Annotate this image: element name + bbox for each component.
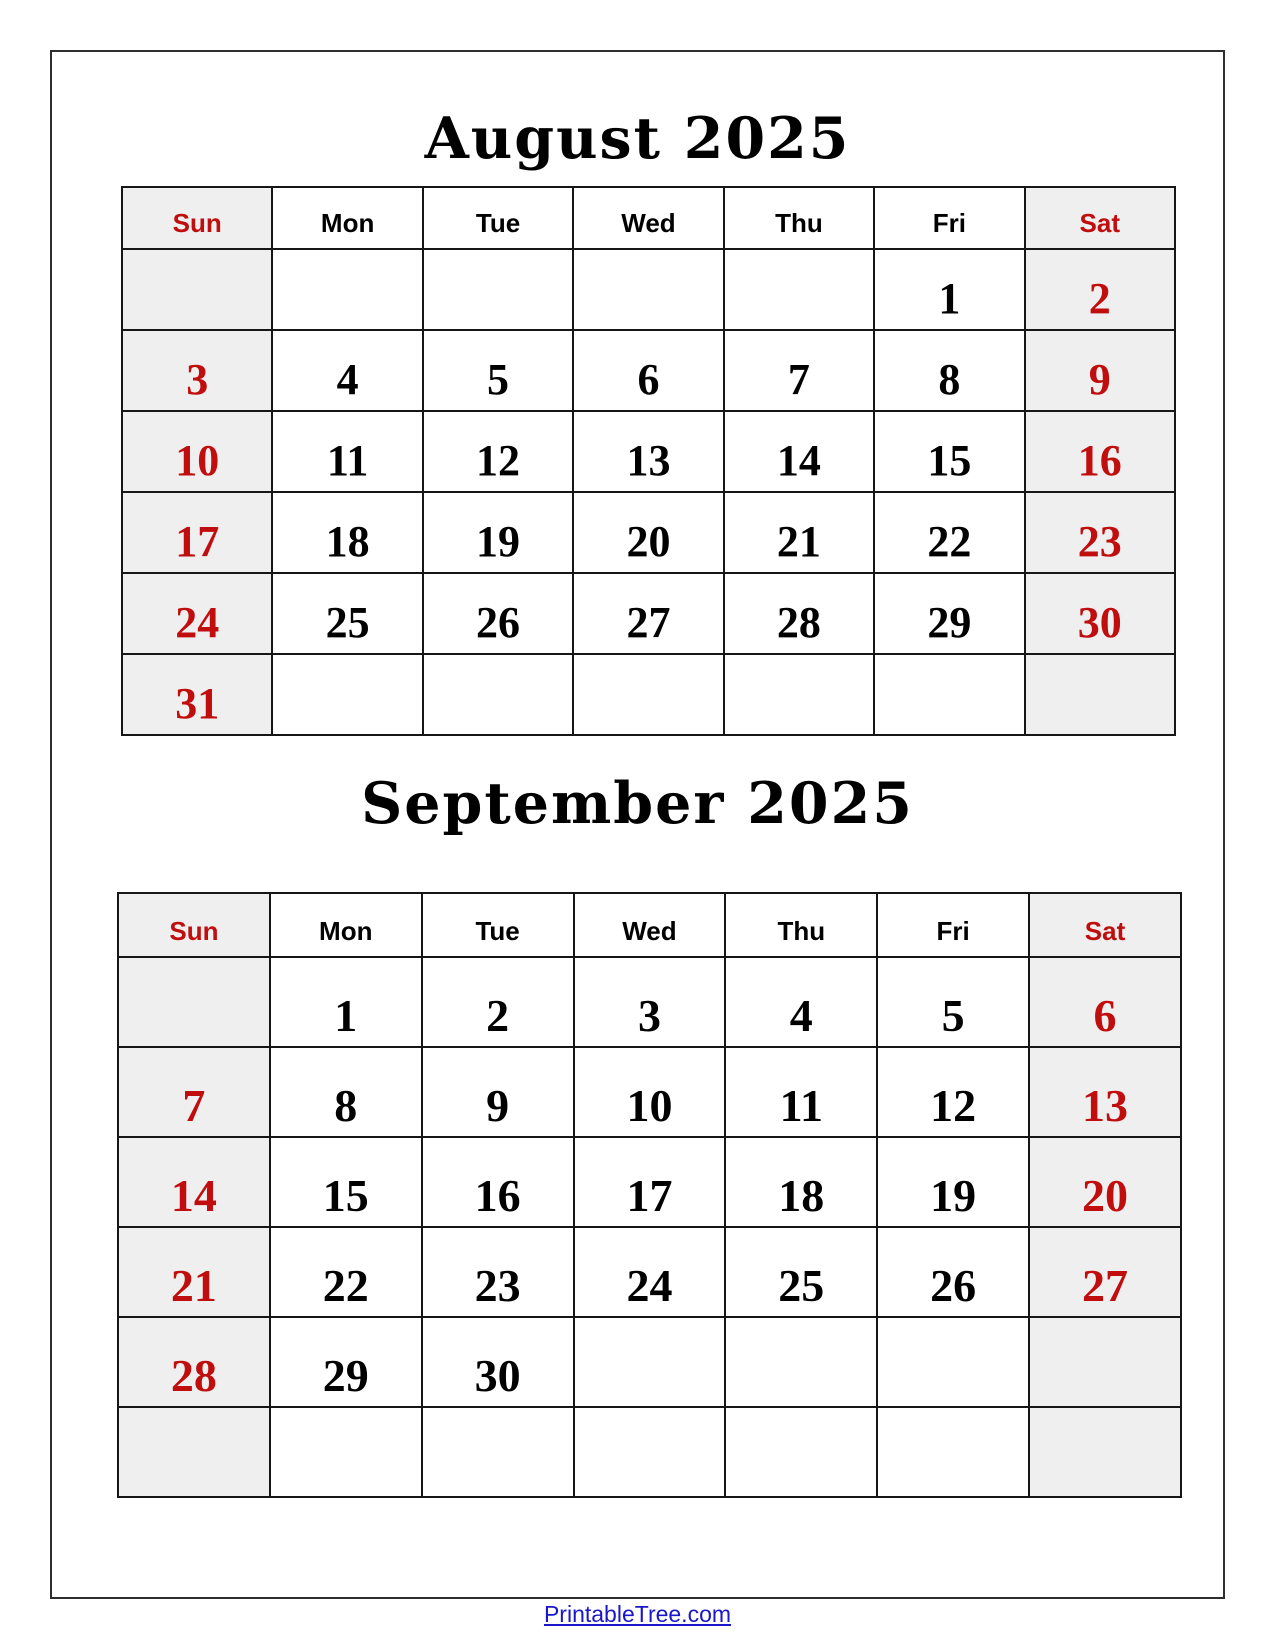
- date-cell-3: 3: [122, 330, 272, 411]
- day-header-fri: Fri: [877, 893, 1029, 957]
- date-cell-10: 10: [574, 1047, 726, 1137]
- date-cell-10: 10: [122, 411, 272, 492]
- day-header-mon: Mon: [270, 893, 422, 957]
- date-cell-27: 27: [1029, 1227, 1181, 1317]
- date-cell-1: 1: [270, 957, 422, 1047]
- august-day-header-row: [122, 187, 1175, 249]
- date-cell-16: 16: [422, 1137, 574, 1227]
- date-cell-13: 13: [573, 411, 723, 492]
- day-header-sun: Sun: [118, 893, 270, 957]
- date-cell-3: 3: [574, 957, 726, 1047]
- date-cell-7: 7: [724, 330, 874, 411]
- date-cell-19: 19: [423, 492, 573, 573]
- empty-cell: [1029, 1407, 1181, 1497]
- date-cell-29: 29: [874, 573, 1024, 654]
- date-cell-31: 31: [122, 654, 272, 735]
- empty-cell: [272, 654, 422, 735]
- date-cell-13: 13: [1029, 1047, 1181, 1137]
- day-header-tue: Tue: [423, 187, 573, 249]
- empty-cell: [877, 1317, 1029, 1407]
- day-header-thu: Thu: [724, 187, 874, 249]
- date-cell-4: 4: [272, 330, 422, 411]
- empty-cell: [724, 654, 874, 735]
- calendar-week-row: [118, 1047, 1181, 1137]
- date-cell-23: 23: [1025, 492, 1175, 573]
- date-cell-29: 29: [270, 1317, 422, 1407]
- date-cell-16: 16: [1025, 411, 1175, 492]
- empty-cell: [1029, 1317, 1181, 1407]
- date-cell-27: 27: [573, 573, 723, 654]
- date-cell-18: 18: [725, 1137, 877, 1227]
- footer-link[interactable]: PrintableTree.com: [543, 1601, 732, 1627]
- footer: [0, 1601, 1275, 1628]
- date-cell-8: 8: [270, 1047, 422, 1137]
- empty-cell: [422, 1407, 574, 1497]
- date-cell-20: 20: [1029, 1137, 1181, 1227]
- day-header-wed: Wed: [573, 187, 723, 249]
- date-cell-7: 7: [118, 1047, 270, 1137]
- september-calendar: [117, 892, 1182, 1498]
- date-cell-23: 23: [422, 1227, 574, 1317]
- date-cell-28: 28: [724, 573, 874, 654]
- calendar-week-row: [122, 654, 1175, 735]
- date-cell-19: 19: [877, 1137, 1029, 1227]
- date-cell-22: 22: [270, 1227, 422, 1317]
- date-cell-8: 8: [874, 330, 1024, 411]
- august-title: August 2025: [424, 105, 851, 172]
- day-header-sun: Sun: [122, 187, 272, 249]
- empty-cell: [874, 654, 1024, 735]
- date-cell-4: 4: [725, 957, 877, 1047]
- calendar-week-row: [118, 1317, 1181, 1407]
- day-header-sat: Sat: [1029, 893, 1181, 957]
- date-cell-25: 25: [725, 1227, 877, 1317]
- date-cell-26: 26: [877, 1227, 1029, 1317]
- calendar-week-row: [122, 411, 1175, 492]
- date-cell-30: 30: [422, 1317, 574, 1407]
- empty-cell: [725, 1407, 877, 1497]
- date-cell-14: 14: [724, 411, 874, 492]
- calendar-week-row: [122, 492, 1175, 573]
- date-cell-24: 24: [574, 1227, 726, 1317]
- empty-cell: [423, 654, 573, 735]
- date-cell-11: 11: [272, 411, 422, 492]
- date-cell-15: 15: [270, 1137, 422, 1227]
- date-cell-18: 18: [272, 492, 422, 573]
- date-cell-11: 11: [725, 1047, 877, 1137]
- day-header-wed: Wed: [574, 893, 726, 957]
- date-cell-14: 14: [118, 1137, 270, 1227]
- empty-cell: [573, 654, 723, 735]
- calendar-week-row: [118, 1227, 1181, 1317]
- august-calendar: [121, 186, 1176, 736]
- calendar-week-row: [122, 249, 1175, 330]
- empty-cell: [574, 1317, 726, 1407]
- empty-cell: [1025, 654, 1175, 735]
- date-cell-15: 15: [874, 411, 1024, 492]
- date-cell-24: 24: [122, 573, 272, 654]
- date-cell-9: 9: [1025, 330, 1175, 411]
- empty-cell: [122, 249, 272, 330]
- empty-cell: [270, 1407, 422, 1497]
- date-cell-5: 5: [877, 957, 1029, 1047]
- empty-cell: [574, 1407, 726, 1497]
- date-cell-1: 1: [874, 249, 1024, 330]
- date-cell-12: 12: [423, 411, 573, 492]
- day-header-thu: Thu: [725, 893, 877, 957]
- september-title: September 2025: [361, 770, 914, 837]
- date-cell-22: 22: [874, 492, 1024, 573]
- empty-cell: [725, 1317, 877, 1407]
- day-header-sat: Sat: [1025, 187, 1175, 249]
- date-cell-21: 21: [724, 492, 874, 573]
- date-cell-17: 17: [122, 492, 272, 573]
- empty-cell: [724, 249, 874, 330]
- date-cell-2: 2: [1025, 249, 1175, 330]
- empty-cell: [118, 1407, 270, 1497]
- date-cell-20: 20: [573, 492, 723, 573]
- date-cell-25: 25: [272, 573, 422, 654]
- calendar-week-row: [122, 573, 1175, 654]
- empty-cell: [573, 249, 723, 330]
- empty-cell: [272, 249, 422, 330]
- calendar-week-row: [122, 330, 1175, 411]
- date-cell-26: 26: [423, 573, 573, 654]
- date-cell-17: 17: [574, 1137, 726, 1227]
- september-day-header-row: [118, 893, 1181, 957]
- empty-cell: [877, 1407, 1029, 1497]
- date-cell-21: 21: [118, 1227, 270, 1317]
- empty-cell: [423, 249, 573, 330]
- date-cell-9: 9: [422, 1047, 574, 1137]
- date-cell-6: 6: [1029, 957, 1181, 1047]
- date-cell-12: 12: [877, 1047, 1029, 1137]
- calendar-week-row: [118, 1137, 1181, 1227]
- date-cell-5: 5: [423, 330, 573, 411]
- day-header-mon: Mon: [272, 187, 422, 249]
- date-cell-30: 30: [1025, 573, 1175, 654]
- calendar-week-row: [118, 957, 1181, 1047]
- date-cell-2: 2: [422, 957, 574, 1047]
- day-header-fri: Fri: [874, 187, 1024, 249]
- date-cell-6: 6: [573, 330, 723, 411]
- day-header-tue: Tue: [422, 893, 574, 957]
- date-cell-28: 28: [118, 1317, 270, 1407]
- calendar-week-row: [118, 1407, 1181, 1497]
- empty-cell: [118, 957, 270, 1047]
